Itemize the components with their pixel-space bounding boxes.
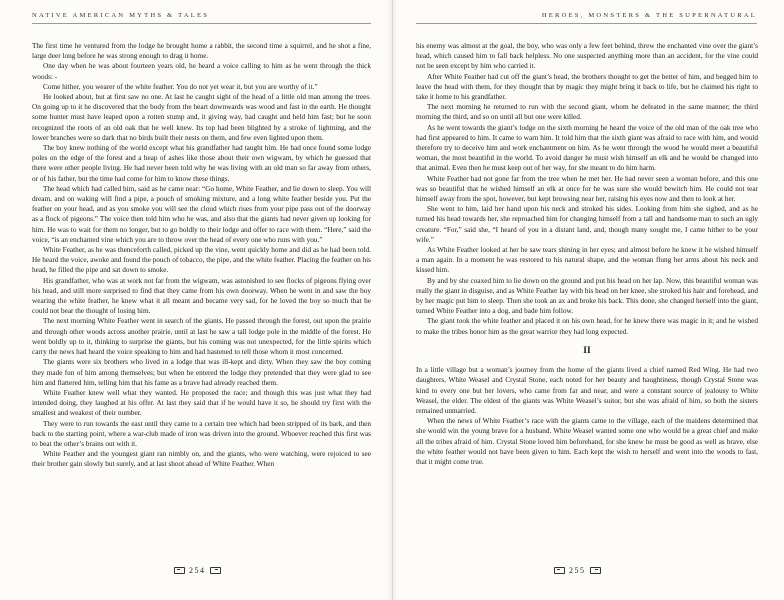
paragraph: The giant took the white feather and placed it on his own head, for he knew there was magic in it; and he wished to make the tribes honor him as the great warrior they had long expected.	[416, 317, 758, 336]
page-number	[174, 566, 221, 575]
paragraph: The next morning White Feather went in search of the giants. He passed through the forest, out upon the prairie and through other woods across another prairie, until at last he saw a tall lodge pole in the middle of the forest. He went boldly up to it, thinking to surprise the giants, but his coming was not unexpected, for the little spirits which carry the news had heard the voice speaking to him and had hastened to tell those whom it most concerned.	[32, 317, 371, 357]
paragraph: As White Feather looked at her he saw tears shining in her eyes; and almost before he knew it he wished himself a man again. In a moment he was restored to his natural shape, and the woman flung her arms about his neck and kissed him.	[416, 246, 758, 275]
page-number-text: 255	[569, 566, 586, 575]
paragraph: His grandfather, who was at work not far from the wigwam, was astonished to see flocks of pigeons flying over his head, and still more surprised to find that they came from his own doorway. When he went in and saw the boy wearing the white feather, he knew what it all meant and became very sad, for he loved the boy so much that he could not bear the thought of losing him.	[32, 276, 371, 316]
paragraph: White Feather knew well what they wanted. He proposed the race; and though this was just what they had intended doing, they laughed at his offer. At last they said that if he would have it so, he should try first with the smallest and weakest of their number.	[32, 388, 371, 418]
body-text	[416, 41, 758, 467]
section-numeral: II	[583, 345, 591, 356]
paragraph: White Feather and the youngest giant ran nimbly on, and the giants, who were watching, were rejoiced to see their brother gain slowly but surely, and at last shoot ahead of White Feather. When	[32, 450, 371, 469]
body-text	[32, 41, 371, 470]
paragraph: They were to run towards the east until they came to a certain tree which had been stripped of its bark, and then back to the starting point, where a war-club made of iron was driven into the ground. Whoever reached this first was to beat the other’s brains out with it.	[32, 419, 371, 448]
paragraph: In a little village but a woman’s journey from the home of the giants lived a chief named Red Wing. He had two daughters, White Weasel and Crystal Stone, each noted for her beauty and haughtiness, though Crystal Stone was kind to every one but her lovers, who came from far and near, and were a constant source of jealousy to White Weasel, the elder. The eldest of the giants was White Weasel’s suitor, but she was afraid of him, so both the sisters remained unmarried.	[416, 366, 758, 415]
running-head: NATIVE AMERICAN MYTHS & TALES	[32, 12, 210, 19]
paragraph: She went to him, laid her hand upon his neck and stroked his sides. Looking from him she sighed, and as he turned his head towards her, she reproached him for changing himself from a tall and handsome man to such an ugly creature. “For,” said she, “I heard of you in a distant land, and, though many sought me, I came hither to be your wife.”	[416, 205, 758, 244]
ornament-icon	[210, 567, 221, 574]
paragraph: He looked about, but at first saw no one. At last he caught sight of the head of a little old man among the trees. On going up to it he discovered that the body from the heart downwards was wood and fast in the earth. He thought some hunter must have leaped upon a rotten stump and, it giving way, had caught and held him fast; but he soon recognized the roots of an old oak that he well knew. Its top had been blighted by a stroke of lightning, and the lower branches were so dark that no birds built their nests on them, and few even lighted upon them.	[32, 93, 371, 142]
paragraph: his enemy was almost at the goal, the boy, who was only a few feet behind, threw the enchanted vine over the giant’s head, which caused him to fall back helpless. No one suspected anything more than an accident, for the vine could not be seen except by him who carried it.	[416, 42, 758, 71]
ornament-icon	[554, 567, 565, 574]
paragraph: Come hither, you wearer of the white feather. You do not yet wear it, but you are worthy of it.”	[43, 82, 318, 91]
header-rule	[416, 23, 757, 24]
paragraph: As he went towards the giant’s lodge on the sixth morning he heard the voice of the old man of the oak tree who had first appeared to him. It came to warn him. It told him that the sixth giant was afraid to race with him, and would therefore try to deceive him and work enchantment on him. As he went through the wood he would meet a beautiful woman, the most beautiful in the world. To avoid danger he must wish himself an elk and he would be changed into that animal. Even then he must keep out of her way, for she meant to do him harm.	[416, 123, 758, 173]
ornament-icon	[590, 567, 601, 574]
paragraph: The first time he ventured from the lodge he brought home a rabbit, the second time a squirrel, and he shot a fine, large deer long before he was strong enough to drag it home.	[32, 42, 371, 61]
paragraph: One day when he was about fourteen years old, he heard a voice calling to him as he went through the thick woods: -	[32, 62, 371, 81]
paragraph: White Feather, as he was thenceforth called, picked up the vine, went quickly home and did as he had been told. He heard the voice, awoke and found the pouch of tobacco, the pipe, and the white feather. Placing the feather on his head, he filled the pipe and sat down to smoke.	[32, 246, 371, 275]
paragraph: The head which had called him, said as he came near: “Go home, White Feather, and lie down to sleep. You will dream, and on waking will find a pipe, a pouch of smoking mixture, and a long white feather beside you. Put the feather on your head, and as you smoke you will see the cloud which rises from your pipe pass out of the doorway as a flock of pigeons.” The voice then told him who he was, and also that the giants had never given up looking for him. He was to wait for them no longer, but to go boldly to their lodge and offer to race with them. “Here,” said the voice, “is an enchanted vine which you are to throw over the head of every one who runs with you.”	[32, 184, 371, 244]
paragraph: The boy knew nothing of the world except what his grandfather had taught him. He had once found some lodge poles on the edge of the forest and a heap of ashes like those about their own wigwam, by which he guessed that there were other people living. He had never been told why he was living with an old man so far away from others, or of his father, but the time had come for him to know these things.	[32, 144, 371, 183]
paragraph: White Feather had not gone far from the tree when he met her. He had never seen a woman before, and this one was so beautiful that he wished himself an elk at once for he was sure she would bewitch him. He could not tear himself away from the spot, however, but kept browsing near her, raising his eyes now and then to look at her.	[416, 174, 758, 204]
header-rule	[32, 23, 371, 24]
paragraph: After White Feather had cut off the giant’s head, the brothers thought to get the better of him, and begged him to leave the head with them, for they thought that by magic they might bring it back to life, but he claimed his right to take it home to his grandfather.	[416, 72, 758, 102]
ornament-icon	[174, 567, 185, 574]
paragraph: By and by she coaxed him to lie down on the ground and put his head on her lap. Now, this beautiful woman was really the giant in disguise, and as White Feather lay with his head on her knee, she stroked his hair and forehead, and by her magic put him to sleep. Then she took an ax and broke his back. This done, she changed herself into the giant, turned White Feather into a dog, and bade him follow.	[416, 276, 758, 316]
paragraph: When the news of White Feather’s race with the giants came to the village, each of the maidens determined that she would win the young brave for a husband. White Weasel wanted some one who would be a great chief and make all the tribes afraid of him. Crystal Stone loved him beforehand, for she knew he must be good as well as brave, else the white feather would not have been given to him. Each kept the wish to herself and went into the woods to fast, that it might come true.	[416, 417, 758, 466]
paragraph: The next morning he returned to run with the second giant, whom he defeated in the same manner; the third morning the third, and so on until all but one were killed.	[416, 103, 758, 122]
page-number	[554, 566, 601, 575]
page-number-text: 254	[189, 566, 206, 575]
running-head: HEROES, MONSTERS & THE SUPERNATURAL	[541, 12, 757, 19]
paragraph: The giants were six brothers who lived in a lodge that was ill-kept and dirty. When they saw the boy coming they made fun of him among themselves; but when he entered the lodge they pretended that they were glad to see him and flattered him, telling him that his fame as a brave had already reached them.	[32, 358, 371, 387]
right-page	[392, 0, 784, 600]
